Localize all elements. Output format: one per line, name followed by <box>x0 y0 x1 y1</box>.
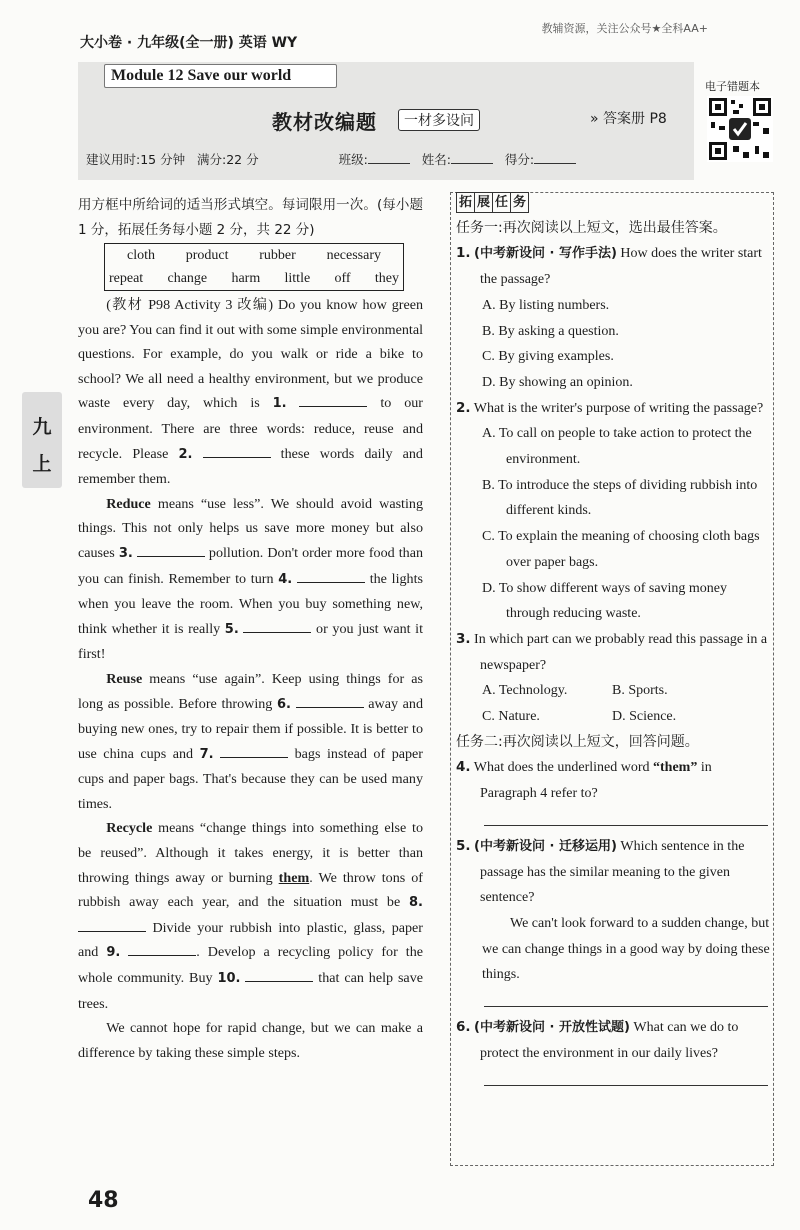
q1-option-d[interactable]: D. By showing an opinion. <box>482 374 633 390</box>
word-item: off <box>334 271 351 286</box>
word-item: little <box>284 271 311 286</box>
word-item: necessary <box>326 248 381 263</box>
passage-source: (教材 P98 Activity 3 改编) <box>106 297 274 313</box>
question-4: 4. What does the underlined word “them” in Paragraph 4 refer to? <box>456 759 712 802</box>
section-tag: 一材多设问 <box>398 109 480 131</box>
q3-option-c[interactable]: C. Nature. <box>482 709 540 725</box>
word-item: harm <box>231 271 261 286</box>
class-label: 班级: <box>338 152 368 167</box>
word-item: cloth <box>127 248 155 263</box>
blank-4[interactable] <box>297 568 365 583</box>
answer-reference: » 答案册 P8 <box>590 111 667 127</box>
score-label: 得分: <box>504 152 535 167</box>
q1-option-b[interactable]: B. By asking a question. <box>482 323 619 339</box>
blank-7[interactable] <box>220 743 288 758</box>
q3-option-a[interactable]: A. Technology. <box>482 683 568 699</box>
class-field[interactable] <box>368 151 410 164</box>
passage-paragraph-4: Recycle means “change things into something else to be reused”. Although it takes energy, it is better than throwing things away or burning them. We throw tons of rubbish away each year, and the situation must be 8. Divide your rubbish into plastic, glass, paper and 9. . Develop a recycling policy for the whole community. Buy 10. that can help save trees. <box>78 820 423 1012</box>
blank-3[interactable] <box>137 542 205 557</box>
word-item: rubber <box>259 248 296 263</box>
q1-option-c[interactable]: C. By giving examples. <box>482 349 614 365</box>
underlined-them: them <box>278 869 310 886</box>
q1-option-a[interactable]: A. By listing numbers. <box>482 297 610 313</box>
promo-text: 教辅资源，关注公众号★全科AA+ <box>541 22 708 35</box>
word-box <box>104 243 404 291</box>
book-title: 大小卷 · 九年级(全一册) 英语 WY <box>80 35 298 51</box>
q2-option-b[interactable]: B. To introduce the steps of dividing rubbish into different kinds. <box>482 477 758 519</box>
name-label: 姓名: <box>421 152 451 167</box>
task2-instruction: 任务二:再次阅读以上短文，回答问题。 <box>456 733 699 750</box>
word-item: change <box>167 271 208 286</box>
q2-option-a[interactable]: A. To call on people to take action to protect the environment. <box>482 426 752 468</box>
extension-column <box>456 190 771 1094</box>
q4-answer-line[interactable] <box>484 811 768 826</box>
suggested-time: 建议用时:15 分钟 <box>86 152 186 167</box>
section-title: 教材改编题 <box>272 110 377 134</box>
instructions: 用方框中所给词的适当形式填空。每词限用一次。(每小题 1 分，拓展任务每小题 2 分，共 22 分) <box>78 197 423 238</box>
question-1: 1. (中考新设问 · 写作手法) How does the writer start the passage? <box>456 245 762 288</box>
question-6: 6. (中考新设问 · 开放性试题) What can we do to protect the environment in our daily lives? <box>456 1019 739 1061</box>
blank-8[interactable] <box>78 917 146 932</box>
page-number: 48 <box>88 1188 119 1213</box>
q5-answer-line[interactable] <box>484 992 768 1007</box>
blank-2[interactable] <box>203 443 271 458</box>
side-tab-line2: 上 <box>32 453 52 475</box>
word-item: product <box>185 248 229 263</box>
passage-column <box>78 193 423 1065</box>
passage-paragraph-1: (教材 P98 Activity 3 改编) Do you know how green you are? You can find it out with some simple environmental questions. For example, do you walk or ride a bike to school? We all need a healthy environment, but we produce waste every day, which is 1. to our environment. There are three words: reduce, reuse and recycle. Please 2. these words daily and remember them. <box>78 297 423 488</box>
blank-6[interactable] <box>296 693 364 708</box>
question-2: 2. What is the writer's purpose of writing the passage? <box>456 399 764 416</box>
meta-row <box>86 150 686 168</box>
question-5: 5. (中考新设问 · 迁移运用) Which sentence in the passage has the similar meaning to the given sentence? <box>456 837 745 906</box>
passage-paragraph-3: Reuse means “use again”. Keep using things for as long as possible. Before throwing 6. away and buying new ones, try to repair them if possible. It is better to use china cups and 7. bags instead of paper cups and paper bags. That's because they can be used many times. <box>78 670 423 812</box>
q2-option-d[interactable]: D. To show different ways of saving money through reducing waste. <box>482 580 728 622</box>
q6-answer-line[interactable] <box>484 1071 768 1086</box>
word-item: repeat <box>109 271 144 286</box>
full-score: 满分:22 分 <box>197 152 259 167</box>
qr-label: 电子错题本 <box>705 80 760 93</box>
side-tab-line1: 九 <box>32 416 52 438</box>
word-item: they <box>374 271 399 286</box>
blank-10[interactable] <box>245 967 313 982</box>
blank-9[interactable] <box>128 941 196 956</box>
score-field[interactable] <box>534 151 576 164</box>
extension-heading: 拓 展 任 务 <box>456 192 529 213</box>
passage-paragraph-2: Reduce means “use less”. We should avoid wasting things. This not only helps us save more money but also causes 3. pollution. Don't order more food than you can finish. Remember to turn 4. the lights when you leave the room. When you buy something new, think whether it is really 5. or you just want it first! <box>78 495 424 663</box>
task1-instruction: 任务一:再次阅读以上短文，选出最佳答案。 <box>456 219 727 236</box>
question-3: 3. In which part can we probably read this passage in a newspaper? <box>456 630 768 673</box>
q3-option-b[interactable]: B. Sports. <box>612 683 668 699</box>
blank-1[interactable] <box>299 392 367 407</box>
q3-option-d[interactable]: D. Science. <box>612 709 677 725</box>
q5-given-sentence: We can't look forward to a sudden change, but we can change things in a good way by doing these things. <box>482 915 770 983</box>
qr-code-icon[interactable] <box>707 96 773 162</box>
module-title: Module 12 Save our world <box>104 64 337 88</box>
q2-option-c[interactable]: C. To explain the meaning of choosing cloth bags over paper bags. <box>482 529 760 570</box>
name-field[interactable] <box>451 151 493 164</box>
blank-5[interactable] <box>243 618 311 633</box>
passage-paragraph-5: We cannot hope for rapid change, but we can make a difference by taking these simple steps. <box>78 1020 423 1061</box>
grade-side-tab <box>22 392 62 488</box>
